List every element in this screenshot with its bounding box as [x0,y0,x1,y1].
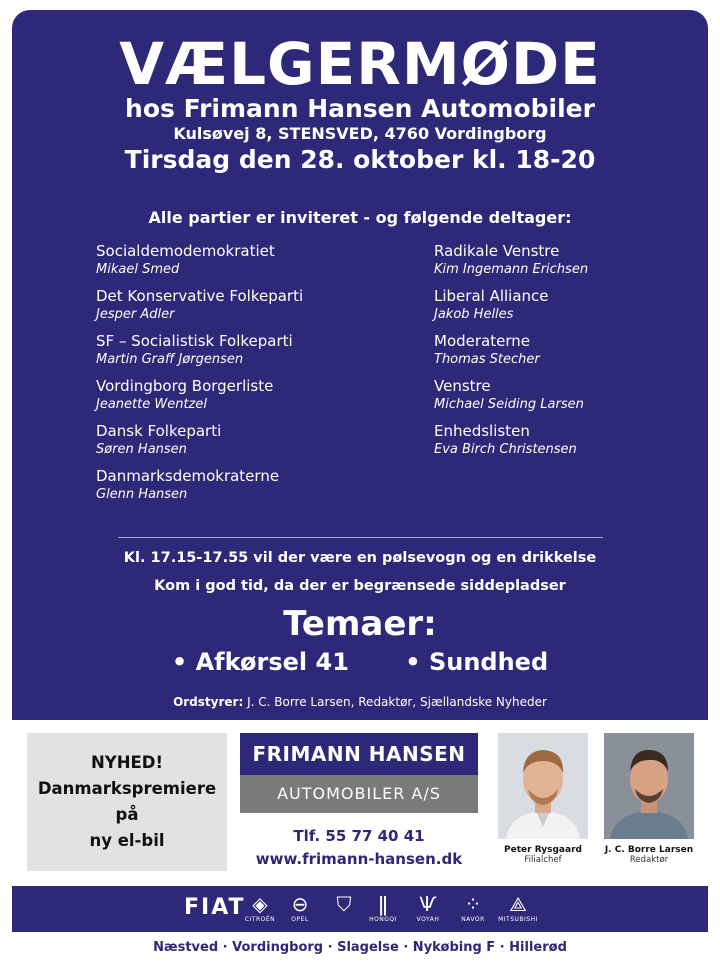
mitsubishi-icon: ⟁ [509,892,527,916]
voyah-label: VOYAH [416,916,440,923]
citroen-logo [244,892,276,924]
person-role: Redaktør [629,855,669,865]
voyah-icon: Ѱ [419,892,437,916]
candidate-name: Michael Seiding Larsen [434,397,584,412]
party-name: Socialdemodemokratiet [96,242,275,260]
fiat-logo [184,892,246,924]
person-photo [604,733,694,839]
company-logo [240,733,478,813]
theme-item: • Afkørsel 41 [171,648,349,676]
opel-logo [283,892,317,924]
navor-label: NAVOR [461,916,485,923]
company-phone[interactable]: Tlf. 55 77 40 41 [293,827,425,845]
party-name: SF – Socialistisk Folkeparti [96,332,293,350]
company-sub: AUTOMOBILER A/S [240,775,478,813]
candidate-name: Eva Birch Christensen [434,442,577,457]
news-line: ny el-bil [89,831,165,850]
company-website-link[interactable]: www.frimann-hansen.dk [255,850,463,868]
mitsubishi-label: MITSUBISHI [498,916,538,923]
cities-line: Næstved · Vordingborg · Slagelse · Nykøbing F · Hillerød [153,940,567,955]
themes-heading: Temaer: [283,604,437,644]
party-entry [434,242,704,287]
party-entry [96,242,406,287]
divider [118,537,603,538]
voyah-logo [410,892,446,924]
person-photo [498,733,588,839]
party-list-left [96,242,406,512]
party-name: Liberal Alliance [434,287,549,305]
date-line: Tirsdag den 28. oktober kl. 18-20 [124,145,596,174]
party-entry [96,467,406,512]
party-name: Venstre [434,377,491,395]
person-name: Peter Rysgaard [504,845,582,855]
host-line: hos Frimann Hansen Automobiler [125,94,595,123]
person-role: Filialchef [524,855,562,865]
moderator-text: J. C. Borre Larsen, Redaktør, Sjællandske Nyheder [247,695,547,709]
candidate-name: Glenn Hansen [96,487,188,502]
navor-icon: ⁘ [464,892,482,916]
party-name: Danmarksdemokraterne [96,467,280,485]
party-list-right [434,242,704,467]
themes-list [12,648,708,676]
info-line-1: Kl. 17.15-17.55 vil der være en pølsevogn og en drikkelse [123,550,597,566]
candidate-name: Thomas Stecher [434,352,540,367]
navor-logo [456,892,490,924]
candidate-name: Søren Hansen [96,442,187,457]
citroen-icon: ◈ [252,892,268,916]
invite-line: Alle partier er inviteret - og følgende deltager: [148,208,572,227]
candidate-name: Kim Ingemann Erichsen [434,262,589,277]
moderator-label: Ordstyrer: [173,695,244,709]
event-banner [12,10,708,720]
candidate-name: Jakob Helles [434,307,514,322]
hongqi-logo [365,892,401,924]
opel-label: OPEL [291,916,309,923]
party-name: Vordingborg Borgerliste [96,377,274,395]
news-line: NYHED! [90,753,164,772]
party-name: Radikale Venstre [434,242,560,260]
address-line: Kulsøvej 8, STENSVED, 4760 Vordingborg [173,124,547,143]
party-name: Det Konservative Folkeparti [96,287,304,305]
news-line: Danmarkspremiere [37,779,217,798]
party-name: Moderaterne [434,332,530,350]
mitsubishi-logo [498,892,538,924]
party-entry [96,287,406,332]
candidate-name: Mikael Smed [96,262,180,277]
person-card [594,733,704,865]
candidate-name: Martin Graff Jørgensen [96,352,244,367]
person-name: J. C. Borre Larsen [604,845,694,855]
news-box [27,733,227,871]
peugeot-icon: ⛉ [336,892,352,916]
party-entry [96,377,406,422]
party-entry [434,422,704,467]
opel-icon: ⊖ [291,892,309,916]
person-card [488,733,598,865]
peugeot-logo [330,892,358,916]
moderator-line [12,695,708,709]
party-name: Dansk Folkeparti [96,422,222,440]
party-entry [434,377,704,422]
info-line-2: Kom i god tid, da der er begrænsede siddepladser [154,578,566,594]
candidate-name: Jeanette Wentzel [96,397,207,412]
party-entry [96,332,406,377]
party-name: Enhedslisten [434,422,530,440]
company-name: FRIMANN HANSEN [240,733,478,775]
news-line: på [115,805,139,824]
event-title: VÆLGERMØDE [119,30,601,98]
party-entry [434,332,704,377]
fiat-label: FIAT [184,895,246,920]
party-entry [434,287,704,332]
brand-bar [12,886,708,932]
candidate-name: Jesper Adler [96,307,175,322]
theme-item: • Sundhed [405,648,549,676]
hongqi-label: HONGQI [369,916,397,923]
citroen-label: CITROËN [244,916,276,923]
party-entry [96,422,406,467]
hongqi-icon: ǁ [378,892,388,916]
